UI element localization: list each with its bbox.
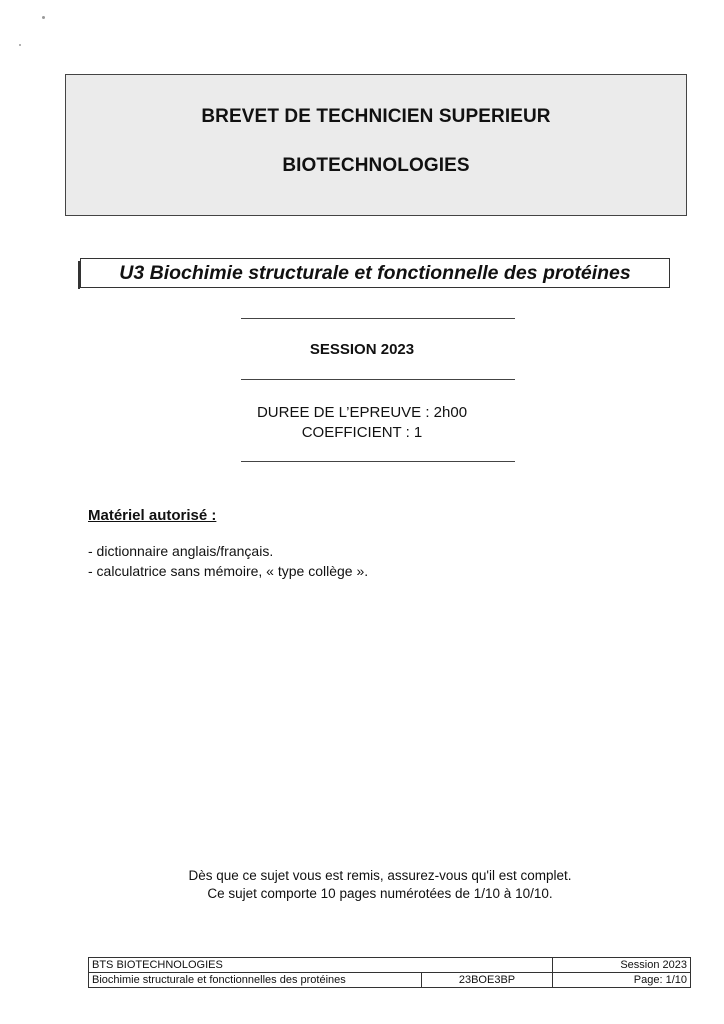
list-item: - calculatrice sans mémoire, « type collège ».: [88, 563, 369, 579]
list-item: - dictionnaire anglais/français.: [88, 543, 274, 559]
scan-speck: [42, 16, 45, 19]
footer-program: BTS BIOTECHNOLOGIES: [89, 958, 553, 973]
specialty-title: BIOTECHNOLOGIES: [282, 155, 470, 176]
notice-line: Dès que ce sujet vous est remis, assurez-vous qu'il est complet.: [188, 868, 572, 883]
footer-session: Session 2023: [553, 958, 691, 973]
divider: [241, 318, 515, 319]
diploma-title: BREVET DE TECHNICIEN SUPERIEUR: [201, 106, 551, 127]
header-box: [65, 74, 687, 216]
table-row: [89, 973, 691, 988]
divider: [241, 379, 515, 380]
footer-code: 23BOE3BP: [422, 973, 553, 988]
materials-list: [88, 541, 368, 581]
materials-title: Matériel autorisé :: [88, 507, 217, 524]
session-label: SESSION 2023: [309, 341, 415, 358]
subject-title: U3 Biochimie structurale et fonctionnelle des protéines: [80, 258, 670, 288]
footer-subject: Biochimie structurale et fonctionnelles des protéines: [89, 973, 422, 988]
divider: [241, 461, 515, 462]
scan-speck: [19, 44, 21, 46]
exam-coefficient: COEFFICIENT : 1: [301, 424, 423, 441]
exam-duration: DUREE DE L’EPREUVE : 2h00: [256, 404, 468, 421]
table-row: [89, 958, 691, 973]
footer-page: Page: 1/10: [553, 973, 691, 988]
notice-line: Ce sujet comporte 10 pages numérotées de 1/10 à 10/10.: [207, 886, 553, 901]
footer-table: [88, 957, 691, 988]
